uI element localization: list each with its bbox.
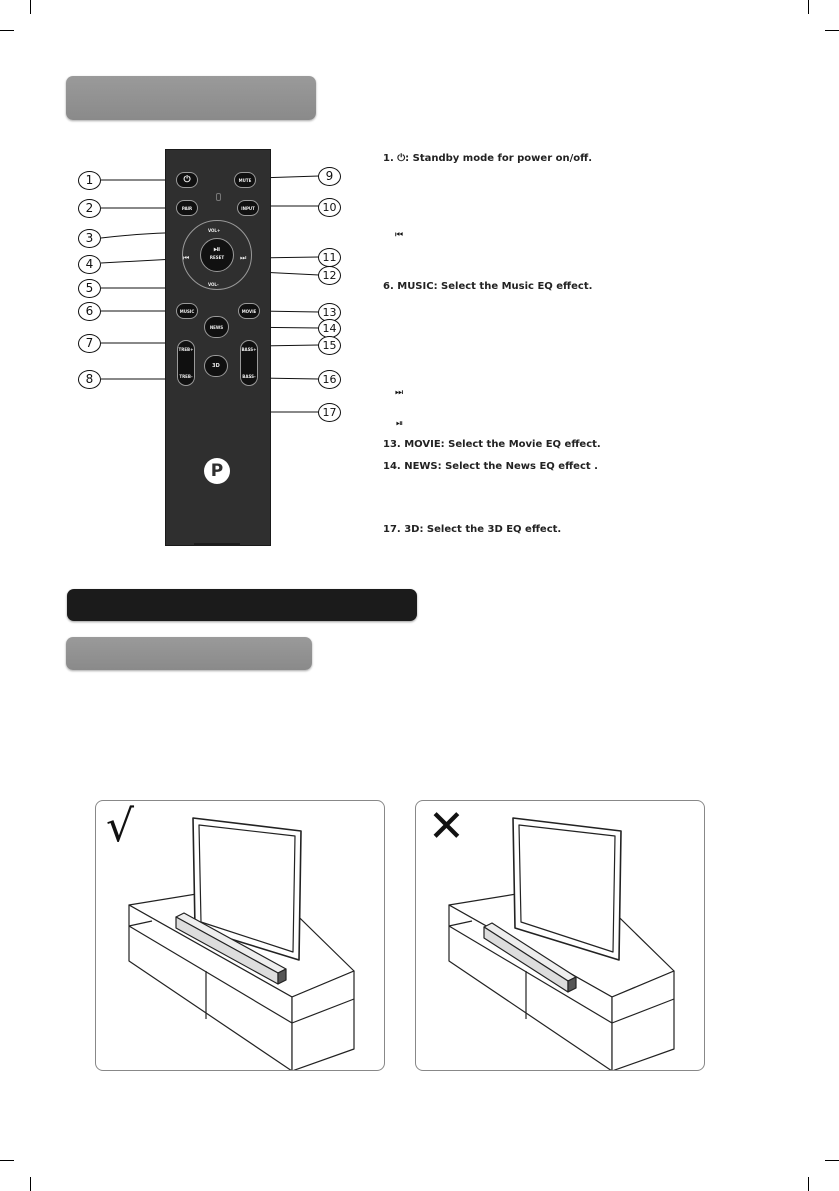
callout-14: 14 <box>318 319 341 338</box>
callout-5: 5 <box>78 279 101 298</box>
brand-logo: P <box>204 458 230 484</box>
volume-down-button[interactable]: VOL- <box>208 282 219 287</box>
tv-cabinet-soundbar-recessed-illustration <box>416 801 704 1070</box>
play-pause-icon: ⏯ <box>213 245 221 255</box>
news-button[interactable]: NEWS <box>204 316 229 338</box>
callout-15: 15 <box>318 336 341 355</box>
callout-8: 8 <box>78 370 101 389</box>
reset-label: RESET <box>209 255 225 260</box>
callout-9: 9 <box>318 167 341 186</box>
desc-movie: 13. MOVIE: Select the Movie EQ effect. <box>383 439 601 450</box>
callout-10: 10 <box>318 198 341 217</box>
tv-cabinet-soundbar-front-illustration <box>96 801 384 1070</box>
three-d-button[interactable]: 3D <box>204 355 228 377</box>
desc-3d: 17. 3D: Select the 3D EQ effect. <box>383 524 562 535</box>
input-button[interactable]: INPUT <box>237 200 259 216</box>
callout-2: 2 <box>78 199 101 218</box>
play-pause-icon: ⏯ <box>396 419 404 429</box>
callout-1: 1 <box>78 171 101 190</box>
power-button[interactable]: ⏻ <box>176 172 198 188</box>
bass-rocker[interactable] <box>240 340 258 386</box>
callout-12: 12 <box>318 266 341 285</box>
play-pause-reset-button[interactable] <box>200 238 234 272</box>
next-track-button[interactable]: ⏭ <box>240 254 247 262</box>
cross-mark-icon: ✕ <box>428 801 465 852</box>
desc-news: 14. NEWS: Select the News EQ effect . <box>383 461 598 472</box>
callout-6: 6 <box>78 302 101 321</box>
callout-17: 17 <box>318 403 341 422</box>
next-track-icon: ⏭ <box>395 388 404 398</box>
ir-indicator <box>216 193 221 201</box>
previous-track-button[interactable]: ⏮ <box>183 254 190 262</box>
treble-down-label: TREB- <box>179 374 193 379</box>
callout-13: 13 <box>318 303 341 322</box>
callout-3: 3 <box>78 229 101 248</box>
callout-4: 4 <box>78 255 101 274</box>
check-mark-icon: √ <box>106 801 135 852</box>
treble-rocker[interactable] <box>177 340 195 386</box>
music-button[interactable]: MUSIC <box>176 303 198 319</box>
callout-7: 7 <box>78 334 101 353</box>
mute-button[interactable]: MUTE <box>234 172 256 188</box>
callout-16: 16 <box>318 370 341 389</box>
prev-track-icon: ⏮ <box>395 230 404 240</box>
remote-bottom-notch <box>194 543 240 546</box>
remote-control <box>165 149 271 546</box>
desc-music: 6. MUSIC: Select the Music EQ effect. <box>383 281 593 292</box>
movie-button[interactable]: MOVIE <box>238 303 260 319</box>
correct-placement-panel <box>95 800 385 1071</box>
volume-up-button[interactable]: VOL+ <box>208 228 221 233</box>
desc-power: 1. ⏻: Standby mode for power on/off. <box>383 153 593 164</box>
callout-11: 11 <box>318 248 341 267</box>
bass-up-label: BASS+ <box>241 347 257 352</box>
pair-button[interactable]: PAIR <box>176 200 198 216</box>
treble-up-label: TREB+ <box>178 347 194 352</box>
wrong-placement-panel <box>415 800 705 1071</box>
bass-down-label: BASS- <box>242 374 256 379</box>
